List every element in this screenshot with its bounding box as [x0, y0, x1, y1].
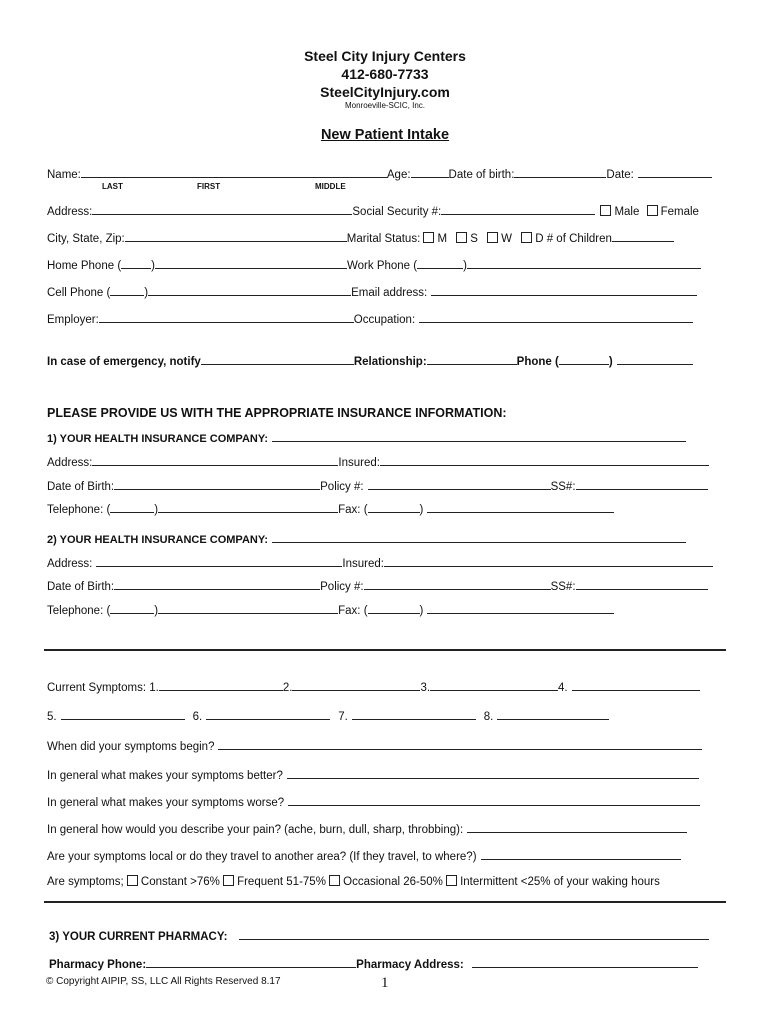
work-area-field[interactable] [417, 257, 463, 269]
symptom-7-label: 7. [338, 711, 348, 723]
work-phone-field[interactable] [467, 257, 701, 269]
occupation-field[interactable] [419, 311, 693, 323]
insurance1-fax-field[interactable] [427, 501, 614, 513]
intermittent-label: Intermittent <25% of your waking hours [460, 876, 660, 888]
marital-m-checkbox[interactable] [423, 232, 434, 243]
work-phone-label: Work Phone ( [347, 260, 418, 272]
insurance2-fax-label: Fax: ( [338, 605, 368, 617]
symptoms-begin-row [47, 738, 702, 753]
pharmacy-address-field[interactable] [472, 956, 698, 968]
cell-phone-field[interactable] [148, 284, 351, 296]
address-field[interactable] [92, 203, 352, 215]
city-field[interactable] [125, 230, 347, 242]
insurance2-telephone-label: Telephone: ( [47, 605, 111, 617]
insurance1-tel-field[interactable] [158, 501, 338, 513]
employer-field[interactable] [99, 311, 354, 323]
clinic-entity: Monroeville-SCIC, Inc. [344, 101, 426, 110]
symptom-6-field[interactable] [206, 708, 330, 720]
cell-phone-row [47, 284, 697, 299]
name-row [47, 166, 712, 181]
home-phone-label: Home Phone ( [47, 260, 122, 272]
paren: ) [154, 504, 159, 516]
occupation-label: Occupation: [353, 314, 416, 326]
male-checkbox[interactable] [600, 205, 611, 216]
ssn-field[interactable] [441, 203, 595, 215]
pharmacy-address-label: Pharmacy Address: [356, 959, 464, 971]
emergency-area-field[interactable] [559, 353, 609, 365]
insurance2-tel-field[interactable] [158, 602, 338, 614]
occasional-checkbox[interactable] [329, 875, 340, 886]
symptom-7-field[interactable] [352, 708, 476, 720]
insurance1-tel-area-field[interactable] [110, 501, 154, 513]
marital-w-checkbox[interactable] [487, 232, 498, 243]
symptoms-begin-field[interactable] [218, 738, 702, 750]
frequent-checkbox[interactable] [223, 875, 234, 886]
insurance2-insured-label: Insured: [342, 558, 384, 570]
age-field[interactable] [411, 166, 449, 178]
dob-label: Date of birth: [448, 169, 515, 181]
email-field[interactable] [431, 284, 697, 296]
insurance2-phone-row [47, 602, 614, 617]
insurance1-address-row [47, 454, 709, 469]
insurance1-dob-field[interactable] [114, 478, 320, 490]
clinic-phone: 412-680-7733 [341, 66, 429, 82]
cell-area-field[interactable] [110, 284, 144, 296]
insurance2-dob-label: Date of Birth: [47, 581, 115, 593]
insurance1-dob-label: Date of Birth: [47, 481, 115, 493]
marital-d-checkbox[interactable] [521, 232, 532, 243]
insurance2-insured-field[interactable] [384, 555, 713, 567]
pharmacy-name-field[interactable] [239, 928, 709, 940]
section-divider [44, 901, 726, 903]
female-label: Female [660, 206, 699, 218]
insurance2-address-row [47, 555, 713, 570]
marital-w-label: W [501, 233, 512, 245]
intermittent-checkbox[interactable] [446, 875, 457, 886]
symptom-3-label: 3. [420, 682, 431, 694]
insurance1-dob-row [47, 478, 708, 493]
marital-d-label: D [535, 233, 544, 245]
name-label: Name: [47, 169, 81, 181]
symptom-2-field[interactable] [292, 679, 420, 691]
insurance2-ss-field[interactable] [576, 578, 708, 590]
insurance1-ss-label: SS#: [550, 481, 576, 493]
relationship-label: Relationship: [353, 356, 427, 368]
insurance2-policy-field[interactable] [364, 578, 551, 590]
insurance1-insured-label: Insured: [338, 457, 380, 469]
frequent-label: Frequent 51-75% [237, 876, 326, 888]
employer-row [47, 311, 693, 326]
paren: ) [463, 260, 467, 272]
address-row [47, 203, 699, 218]
last-caption: LAST [102, 182, 123, 191]
symptoms-better-row [47, 767, 699, 782]
cell-phone-label: Cell Phone ( [47, 287, 111, 299]
marital-s-checkbox[interactable] [456, 232, 467, 243]
symptom-6-label: 6. [192, 711, 203, 723]
constant-checkbox[interactable] [127, 875, 138, 886]
insurance1-company-label: 1) YOUR HEALTH INSURANCE COMPANY: [47, 433, 269, 445]
date-label: Date: [606, 169, 634, 181]
insurance2-fax-field[interactable] [427, 602, 614, 614]
dob-field[interactable] [514, 166, 606, 178]
first-caption: FIRST [197, 182, 221, 191]
paren: ) [151, 260, 155, 272]
insurance2-tel-area-field[interactable] [110, 602, 154, 614]
insurance2-dob-row [47, 578, 708, 593]
section-divider [44, 649, 726, 651]
ssn-label: Social Security #: [352, 206, 442, 218]
emergency-phone-field[interactable] [617, 353, 693, 365]
paren: ) [419, 605, 424, 617]
symptoms-travel-field[interactable] [481, 848, 681, 860]
current-symptoms-label: Current Symptoms: 1. [47, 682, 159, 694]
occasional-label: Occasional 26-50% [343, 876, 443, 888]
constant-label: Constant >76% [140, 876, 220, 888]
insurance1-ss-field[interactable] [576, 478, 708, 490]
pharmacy-contact-row [49, 956, 698, 971]
frequency-label: Are symptoms; [47, 876, 124, 888]
marital-s-label: S [470, 233, 478, 245]
home-phone-field[interactable] [155, 257, 347, 269]
pharmacy-row [49, 928, 709, 943]
city-label: City, State, Zip: [47, 233, 125, 245]
insurance2-dob-field[interactable] [114, 578, 320, 590]
pain-describe-row [47, 821, 687, 836]
frequency-row [47, 875, 660, 888]
insurance2-ss-label: SS#: [550, 581, 576, 593]
children-field[interactable] [612, 230, 674, 242]
symptoms-better-field[interactable] [287, 767, 699, 779]
symptom-8-label: 8. [483, 711, 494, 723]
insurance1-company-row [47, 430, 686, 445]
pharmacy-phone-field[interactable] [146, 956, 356, 968]
home-area-field[interactable] [121, 257, 151, 269]
female-checkbox[interactable] [647, 205, 658, 216]
insurance2-address-field[interactable] [96, 555, 342, 567]
employer-label: Employer: [47, 314, 99, 326]
form-title: New Patient Intake [320, 127, 450, 143]
insurance2-company-field[interactable] [272, 531, 686, 543]
symptom-4-label: 4. [558, 682, 568, 694]
name-field[interactable] [81, 166, 387, 178]
insurance1-address-field[interactable] [92, 454, 338, 466]
insurance2-address-label: Address: [47, 558, 93, 570]
insurance1-phone-row [47, 501, 614, 516]
copyright-text: © Copyright AIPIP, SS, LLC All Rights Reserved 8.17 [46, 976, 281, 987]
pharmacy-phone-label: Pharmacy Phone: [49, 959, 147, 971]
symptoms-travel-row [47, 848, 681, 863]
insurance1-fax-label: Fax: ( [338, 504, 368, 516]
emergency-contact-field[interactable] [201, 353, 354, 365]
symptoms-row-2 [47, 708, 609, 723]
insurance1-telephone-label: Telephone: ( [47, 504, 111, 516]
symptoms-row-1 [47, 679, 700, 694]
insurance2-company-row [47, 531, 686, 546]
insurance1-insured-field[interactable] [380, 454, 709, 466]
symptom-2-label: 2. [282, 682, 293, 694]
insurance2-policy-label: Policy #: [320, 581, 364, 593]
insurance1-policy-label: Policy #: [320, 481, 364, 493]
insurance1-company-field[interactable] [272, 430, 686, 442]
symptom-5-field[interactable] [61, 708, 185, 720]
symptom-8-field[interactable] [497, 708, 609, 720]
emergency-row [47, 353, 693, 368]
symptoms-worse-label: In general what makes your symptoms worse? [47, 797, 285, 809]
paren: ) [154, 605, 159, 617]
insurance1-policy-field[interactable] [368, 478, 551, 490]
home-phone-row [47, 257, 701, 272]
emergency-label: In case of emergency, notify [47, 356, 201, 368]
marital-m-label: M [437, 233, 448, 245]
page-number: 1 [381, 975, 389, 991]
children-label: # of Children [546, 233, 612, 245]
address-label: Address: [47, 206, 93, 218]
symptoms-travel-label: Are your symptoms local or do they travel to another area? (If they travel, to where?) [47, 851, 477, 863]
paren: ) [608, 356, 613, 368]
date-field[interactable] [638, 166, 712, 178]
email-label: Email address: [351, 287, 428, 299]
insurance-heading: PLEASE PROVIDE US WITH THE APPROPRIATE INSURANCE INFORMATION: [47, 406, 507, 420]
symptom-1-field[interactable] [159, 679, 283, 691]
clinic-name: Steel City Injury Centers [304, 48, 466, 64]
insurance2-fax-area-field[interactable] [368, 602, 420, 614]
symptoms-begin-label: When did your symptoms begin? [47, 741, 215, 753]
paren: ) [419, 504, 424, 516]
symptom-3-field[interactable] [430, 679, 558, 691]
paren: ) [144, 287, 149, 299]
age-label: Age: [386, 169, 411, 181]
clinic-website: SteelCityInjury.com [320, 84, 450, 100]
insurance1-address-label: Address: [47, 457, 93, 469]
symptom-5-label: 5. [47, 711, 57, 723]
insurance2-company-label: 2) YOUR HEALTH INSURANCE COMPANY: [47, 534, 269, 546]
pharmacy-heading: 3) YOUR CURRENT PHARMACY: [49, 931, 228, 943]
symptoms-better-label: In general what makes your symptoms better? [47, 770, 283, 782]
emergency-phone-label: Phone ( [516, 356, 559, 368]
city-row [47, 230, 674, 245]
pain-describe-field[interactable] [467, 821, 687, 833]
symptom-4-field[interactable] [572, 679, 700, 691]
middle-caption: MIDDLE [315, 182, 346, 191]
symptoms-worse-field[interactable] [288, 794, 700, 806]
insurance1-fax-area-field[interactable] [368, 501, 420, 513]
relationship-field[interactable] [427, 353, 517, 365]
pain-describe-label: In general how would you describe your pain? (ache, burn, dull, sharp, throbbing): [47, 824, 464, 836]
marital-label: Marital Status: [346, 233, 421, 245]
male-label: Male [614, 206, 640, 218]
symptoms-worse-row [47, 794, 700, 809]
